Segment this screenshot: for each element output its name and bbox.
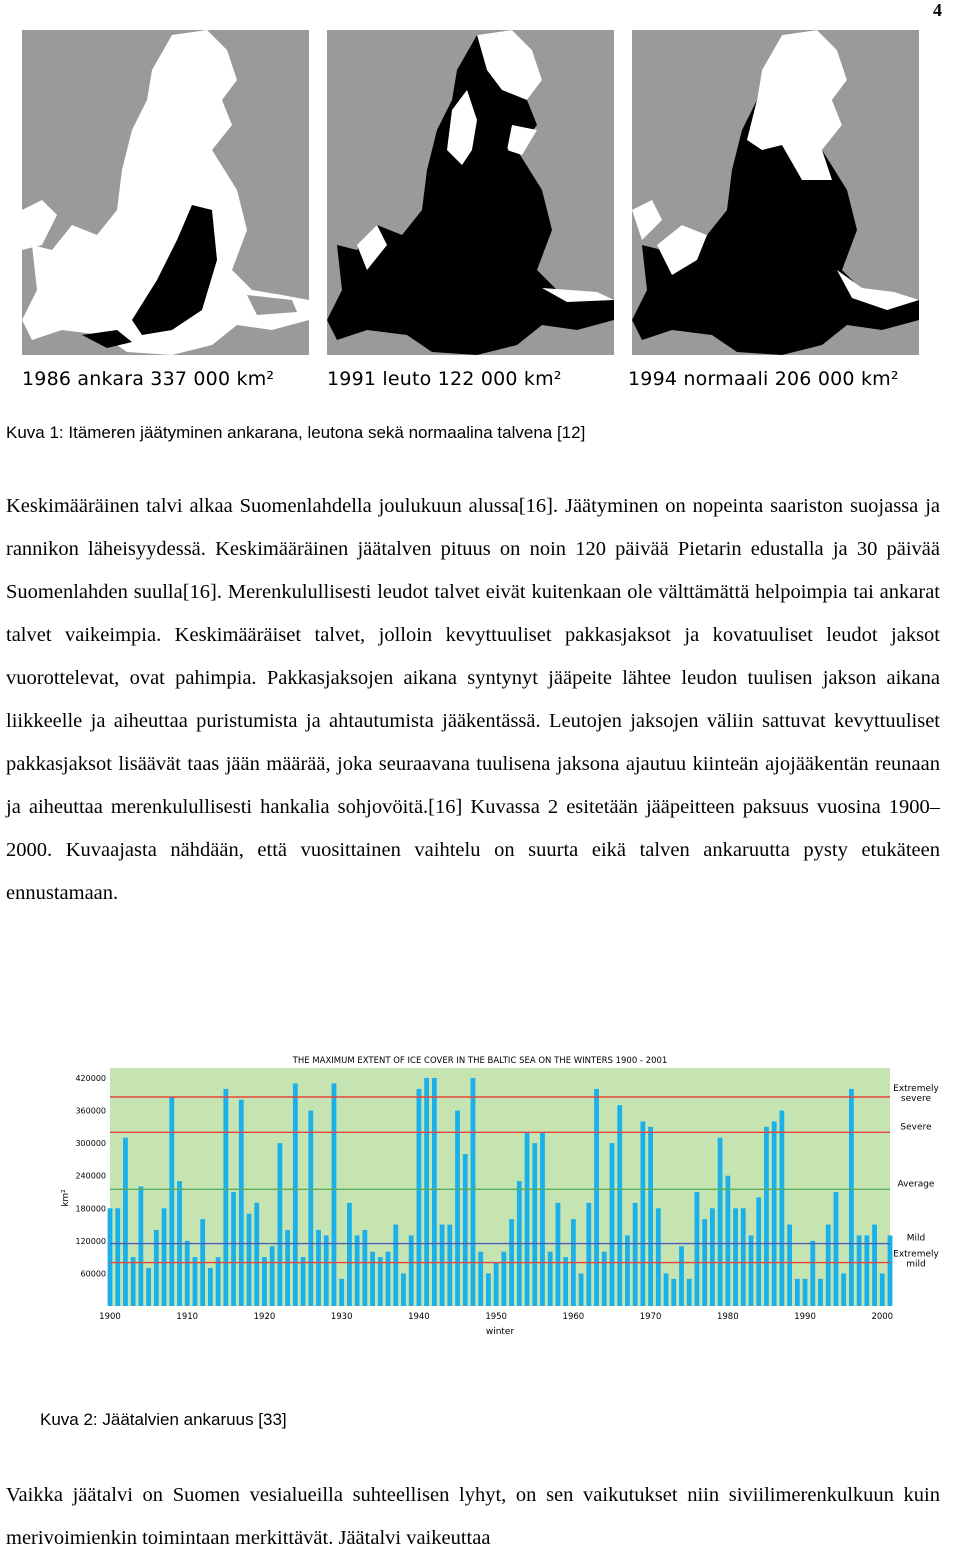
bar-1969 xyxy=(640,1121,645,1306)
x-tick-label: 1970 xyxy=(639,1312,662,1322)
bar-1908 xyxy=(169,1097,174,1306)
bar-1926 xyxy=(308,1111,313,1306)
bar-1947 xyxy=(471,1078,476,1306)
bar-2000 xyxy=(880,1273,885,1306)
bar-1956 xyxy=(540,1132,545,1306)
bar-1927 xyxy=(316,1230,321,1306)
page-number: 4 xyxy=(933,0,942,20)
bar-1906 xyxy=(154,1230,159,1306)
bar-1942 xyxy=(432,1078,437,1306)
bar-1905 xyxy=(146,1268,151,1306)
y-axis-label: km² xyxy=(61,1189,71,1207)
bar-1975 xyxy=(687,1279,692,1306)
bar-1946 xyxy=(463,1154,468,1306)
bar-1915 xyxy=(223,1089,228,1306)
bar-1930 xyxy=(339,1279,344,1306)
bar-1900 xyxy=(108,1208,113,1306)
bar-1964 xyxy=(602,1252,607,1306)
bar-1955 xyxy=(532,1143,537,1306)
bar-1958 xyxy=(556,1203,561,1306)
bar-1933 xyxy=(362,1230,367,1306)
bar-1901 xyxy=(115,1208,120,1306)
bar-1995 xyxy=(841,1273,846,1306)
bar-1992 xyxy=(818,1279,823,1306)
bar-1978 xyxy=(710,1208,715,1306)
reference-label-severe: Severe xyxy=(900,1122,932,1133)
bar-1957 xyxy=(548,1252,553,1306)
bar-1910 xyxy=(185,1241,190,1306)
x-tick-label: 1990 xyxy=(794,1312,816,1322)
bar-1913 xyxy=(208,1268,213,1306)
bar-1961 xyxy=(579,1273,584,1306)
figure-caption-2: Kuva 2: Jäätalvien ankaruus [33] xyxy=(40,1410,287,1429)
bar-1948 xyxy=(478,1252,483,1306)
bar-1922 xyxy=(278,1143,283,1306)
bar-1940 xyxy=(417,1089,422,1306)
bar-1988 xyxy=(787,1225,792,1306)
bar-1950 xyxy=(494,1263,499,1306)
bar-1918 xyxy=(247,1214,252,1306)
bar-1983 xyxy=(749,1235,754,1306)
ice-map-1986-graphic xyxy=(22,30,309,355)
bar-1916 xyxy=(231,1192,236,1306)
bar-1931 xyxy=(347,1203,352,1306)
bar-1920 xyxy=(262,1257,267,1306)
x-axis-ticks xyxy=(99,1312,893,1322)
bar-1970 xyxy=(648,1127,653,1306)
bar-1944 xyxy=(447,1225,452,1306)
bar-1999 xyxy=(872,1225,877,1306)
y-tick-label: 240000 xyxy=(75,1171,106,1181)
bar-1980 xyxy=(725,1176,730,1306)
x-tick-label: 1950 xyxy=(485,1312,507,1322)
bar-1941 xyxy=(424,1078,429,1306)
x-tick-label: 1980 xyxy=(716,1312,739,1322)
map-label-1986: 1986 ankara 337 000 km² xyxy=(22,368,275,390)
ice-map-1991-graphic xyxy=(327,30,614,355)
bar-1987 xyxy=(779,1111,784,1306)
figure-caption-1: Kuva 1: Itämeren jäätyminen ankarana, leutona sekä normaalina talvena [12] xyxy=(6,423,586,442)
chart-title: THE MAXIMUM EXTENT OF ICE COVER IN THE BALTIC SEA ON THE WINTERS 1900 - 2001 xyxy=(292,1056,668,1066)
bar-1967 xyxy=(625,1235,630,1306)
bar-1973 xyxy=(671,1279,676,1306)
bar-1954 xyxy=(525,1132,530,1306)
bar-1989 xyxy=(795,1279,800,1306)
bar-1911 xyxy=(193,1257,198,1306)
bar-2001 xyxy=(888,1235,893,1306)
x-axis-label: winter xyxy=(485,1327,515,1335)
x-tick-label: 1960 xyxy=(562,1312,585,1322)
map-label-1991: 1991 leuto 122 000 km² xyxy=(327,368,562,390)
bar-1976 xyxy=(695,1192,700,1306)
bar-1925 xyxy=(301,1257,306,1306)
reference-labels xyxy=(893,1084,939,1270)
bar-1917 xyxy=(239,1100,244,1306)
bar-1932 xyxy=(355,1235,360,1306)
map-label-1994: 1994 normaali 206 000 km² xyxy=(628,368,899,390)
bar-1990 xyxy=(803,1279,808,1306)
body-paragraph-2: Vaikka jäätalvi on Suomen vesialueilla suhteellisen lyhyt, on sen vaikutukset niin siviilimerenkulkuun kuin merivoimienkin toimintaan merkittävät. Jäätalvi vaikeuttaa xyxy=(6,1484,940,1549)
bar-1949 xyxy=(486,1273,491,1306)
bar-1974 xyxy=(679,1246,684,1306)
y-tick-label: 300000 xyxy=(75,1139,106,1149)
bar-1986 xyxy=(772,1121,777,1306)
bar-1959 xyxy=(563,1257,568,1306)
y-tick-label: 180000 xyxy=(75,1204,106,1214)
y-tick-label: 360000 xyxy=(75,1106,106,1116)
x-tick-label: 2000 xyxy=(871,1312,894,1322)
bar-1921 xyxy=(270,1246,275,1306)
x-tick-label: 1910 xyxy=(176,1312,199,1322)
bar-1928 xyxy=(324,1235,329,1306)
reference-label-mild: Mild xyxy=(906,1233,926,1244)
bar-1902 xyxy=(123,1138,128,1306)
bar-1963 xyxy=(594,1089,599,1306)
ice-maps-figure xyxy=(22,30,922,360)
bar-1943 xyxy=(440,1225,445,1306)
bar-1903 xyxy=(131,1257,136,1306)
ice-cover-chart-svg xyxy=(60,1050,942,1335)
bar-1938 xyxy=(401,1273,406,1306)
bar-1924 xyxy=(293,1083,298,1306)
y-tick-label: 120000 xyxy=(75,1236,106,1246)
reference-label-average: Average xyxy=(897,1179,935,1190)
bar-1985 xyxy=(764,1127,769,1306)
bar-1991 xyxy=(810,1241,815,1306)
bar-1945 xyxy=(455,1111,460,1306)
bar-1904 xyxy=(139,1187,144,1306)
bar-1994 xyxy=(834,1192,839,1306)
bar-1923 xyxy=(285,1230,290,1306)
ice-map-1994 xyxy=(632,30,919,355)
ice-map-1986 xyxy=(22,30,309,355)
y-tick-label: 60000 xyxy=(80,1269,106,1279)
bar-1971 xyxy=(656,1208,661,1306)
bar-1939 xyxy=(409,1235,414,1306)
bar-1966 xyxy=(617,1105,622,1306)
bar-1919 xyxy=(254,1203,259,1306)
bar-1982 xyxy=(741,1208,746,1306)
ice-map-1994-graphic xyxy=(632,30,919,355)
y-axis-ticks xyxy=(75,1074,106,1278)
bar-1951 xyxy=(501,1252,506,1306)
bar-1937 xyxy=(393,1225,398,1306)
ice-map-1991 xyxy=(327,30,614,355)
bar-1935 xyxy=(378,1257,383,1306)
bar-1914 xyxy=(216,1257,221,1306)
bar-1934 xyxy=(370,1252,375,1306)
bar-1979 xyxy=(718,1138,723,1306)
bar-1981 xyxy=(733,1208,738,1306)
bar-1929 xyxy=(332,1083,337,1306)
x-tick-label: 1940 xyxy=(408,1312,430,1322)
bar-1996 xyxy=(849,1089,854,1306)
ice-cover-chart xyxy=(60,1050,942,1335)
bar-1972 xyxy=(664,1273,669,1306)
y-tick-label: 420000 xyxy=(75,1074,106,1083)
bar-1997 xyxy=(857,1235,862,1306)
bar-1998 xyxy=(864,1235,869,1306)
body-paragraph-1: Keskimääräinen talvi alkaa Suomenlahdella joulukuun alussa[16]. Jäätyminen on nopeinta saariston suojassa ja rannikon läheisyydessä. Keskimääräinen jäätalven pituus on noin 120 päivää Pietarin edustalla ja 30 päivää Suomenlahden suulla[16]. Merenkulullisesti leudot talvet eivät kuitenkaan ole välttämättä helpoimpia tai ankarat talvet vaikeimpia. Keskimääräiset talvet, jolloin kevyttuuliset pakkasjaksot ja kovatuuliset leudot jaksot vuorottelevat, ovat pahimpia. Pakkasjaksojen aikana syntynyt jääpeite lähtee leudon tuulisen jakson aikana liikkeelle ja aiheuttaa puristumista ja ahtautumista jääkentässä. Leutojen jaksojen väliin sattuvat kevyttuuliset pakkasjaksot lisäävät taas jään määrää, joka seuraavana tuulisena jaksona ajautuu kiinteän ajojääkentän reunaan ja aiheuttaa merenkulullisesti hankalia sohjovöitä.[16] Kuvassa 2 esitetään jääpeitteen paksuus vuosina 1900–2000. Kuvaajasta nähdään, että vuosittainen vaihtelu on suurta eikä talven ankaruutta pysty etukäteen ennustamaan. xyxy=(6,495,940,904)
reference-label-extremely-severe: Extremely severe xyxy=(893,1084,939,1104)
x-tick-label: 1930 xyxy=(330,1312,353,1322)
bar-1965 xyxy=(610,1143,615,1306)
reference-label-extremely-mild: Extremely mild xyxy=(893,1249,939,1270)
x-tick-label: 1920 xyxy=(253,1312,276,1322)
bar-1936 xyxy=(386,1252,391,1306)
bar-1962 xyxy=(586,1203,591,1306)
bar-1907 xyxy=(162,1208,167,1306)
bar-1968 xyxy=(633,1203,638,1306)
bar-1993 xyxy=(826,1225,831,1306)
bar-1984 xyxy=(756,1197,761,1306)
x-tick-label: 1900 xyxy=(99,1312,121,1322)
